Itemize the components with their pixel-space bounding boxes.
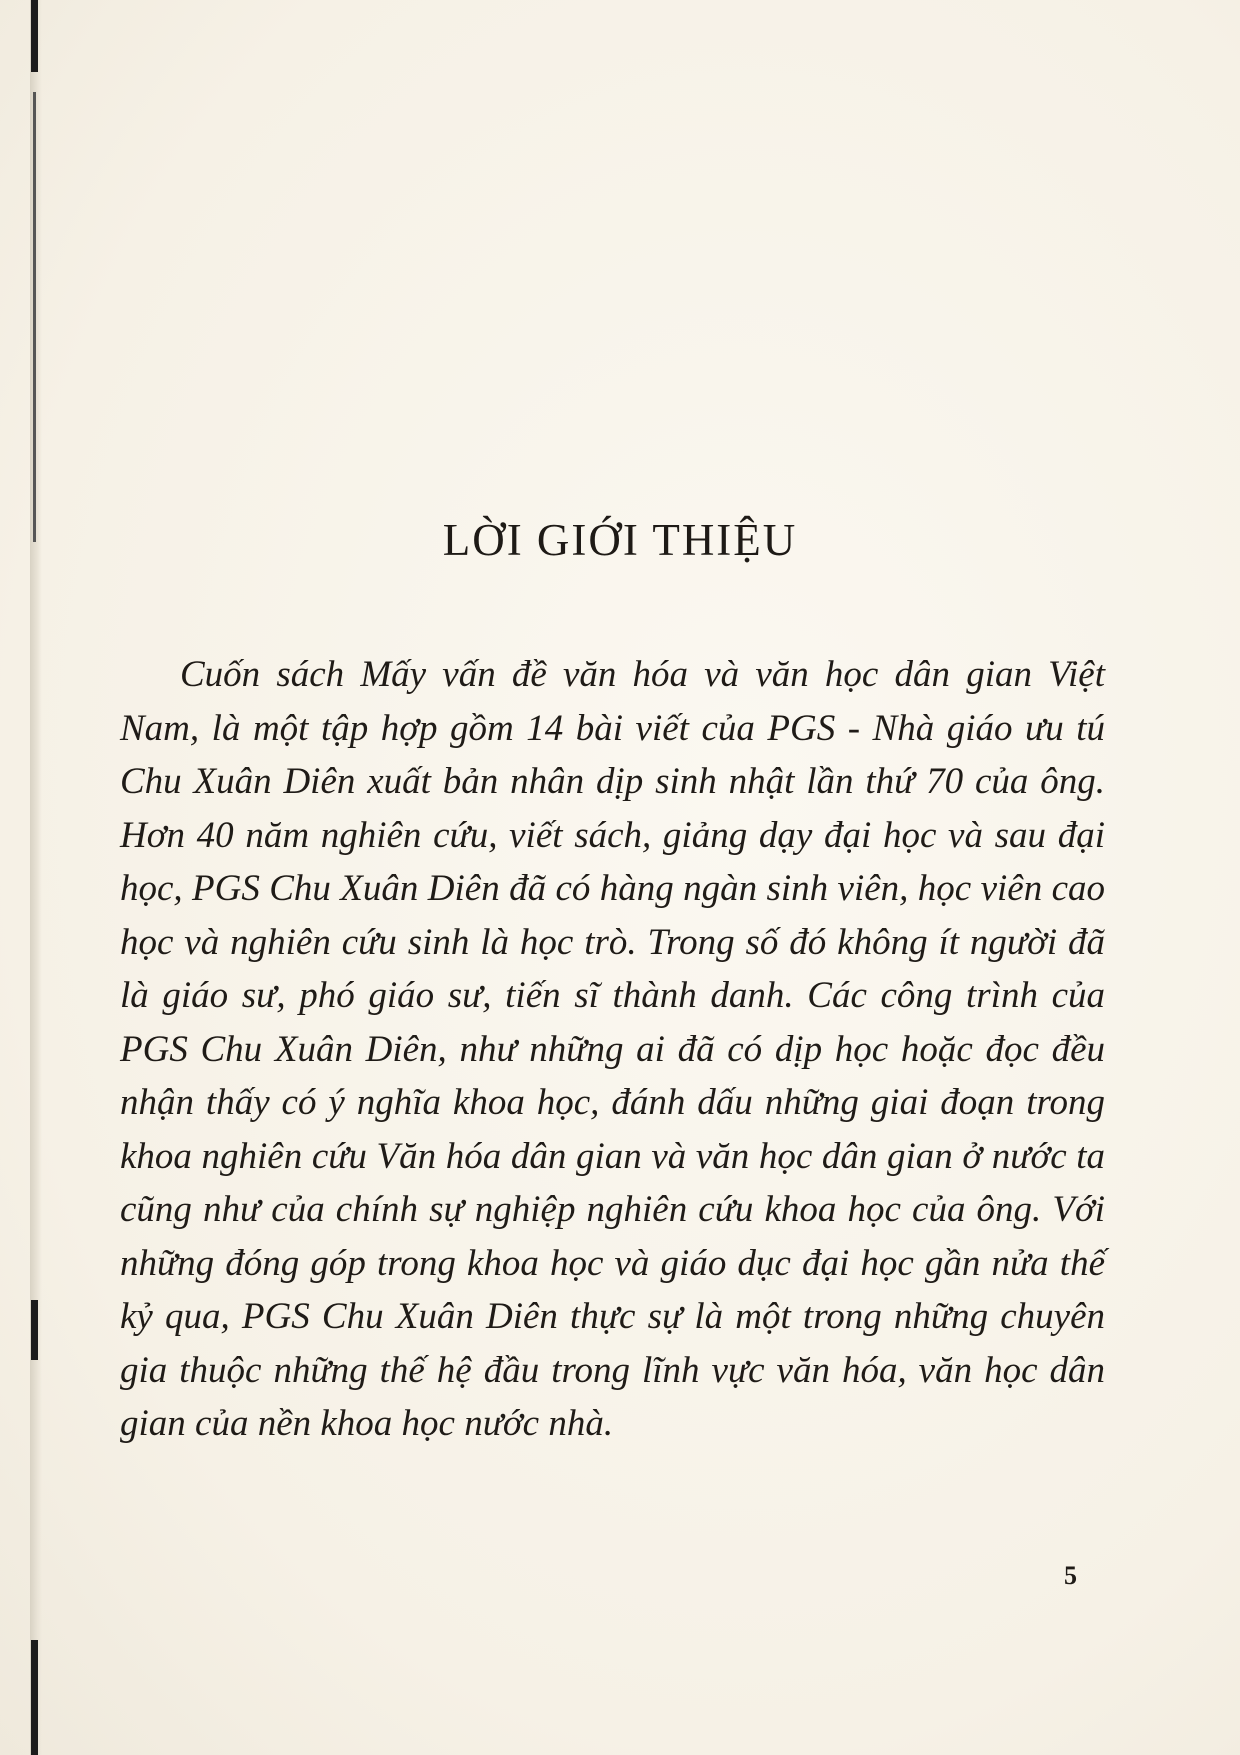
scan-edge-mark: [31, 1640, 38, 1755]
page-number: 5: [1064, 1561, 1077, 1590]
scan-edge-mark: [31, 0, 38, 72]
binding-edge: [30, 0, 42, 1755]
page-title: LỜI GIỚI THIỆU: [442, 515, 798, 565]
scan-edge-mark: [31, 1300, 38, 1360]
scan-edge-line: [33, 92, 36, 542]
body-paragraph: Cuốn sách Mấy vấn đề văn hóa và văn học dân gian Việt Nam, là một tập hợp gồm 14 bài viết của PGS - Nhà giáo ưu tú Chu Xuân Diên xuất bản nhân dịp sinh nhật lần thứ 70 của ông. Hơn 40 năm nghiên cứu, viết sách, giảng dạy đại học và sau đại học, PGS Chu Xuân Diên đã có hàng ngàn sinh viên, học viên cao học và nghiên cứu sinh là học trò. Trong số đó không ít người đã là giáo sư, phó giáo sư, tiến sĩ thành danh. Các công trình của PGS Chu Xuân Diên, như những ai đã có dịp học hoặc đọc đều nhận thấy có ý nghĩa khoa học, đánh dấu những giai đoạn trong khoa nghiên cứu Văn hóa dân gian và văn học dân gian ở nước ta cũng như của chính sự nghiệp nghiên cứu khoa học của ông. Với những đóng góp trong khoa học và giáo dục đại học gần nửa thế kỷ qua, PGS Chu Xuân Diên thực sự là một trong những chuyên gia thuộc những thế hệ đầu trong lĩnh vực văn hóa, văn học dân gian của nền khoa học nước nhà.: [120, 654, 1105, 1444]
